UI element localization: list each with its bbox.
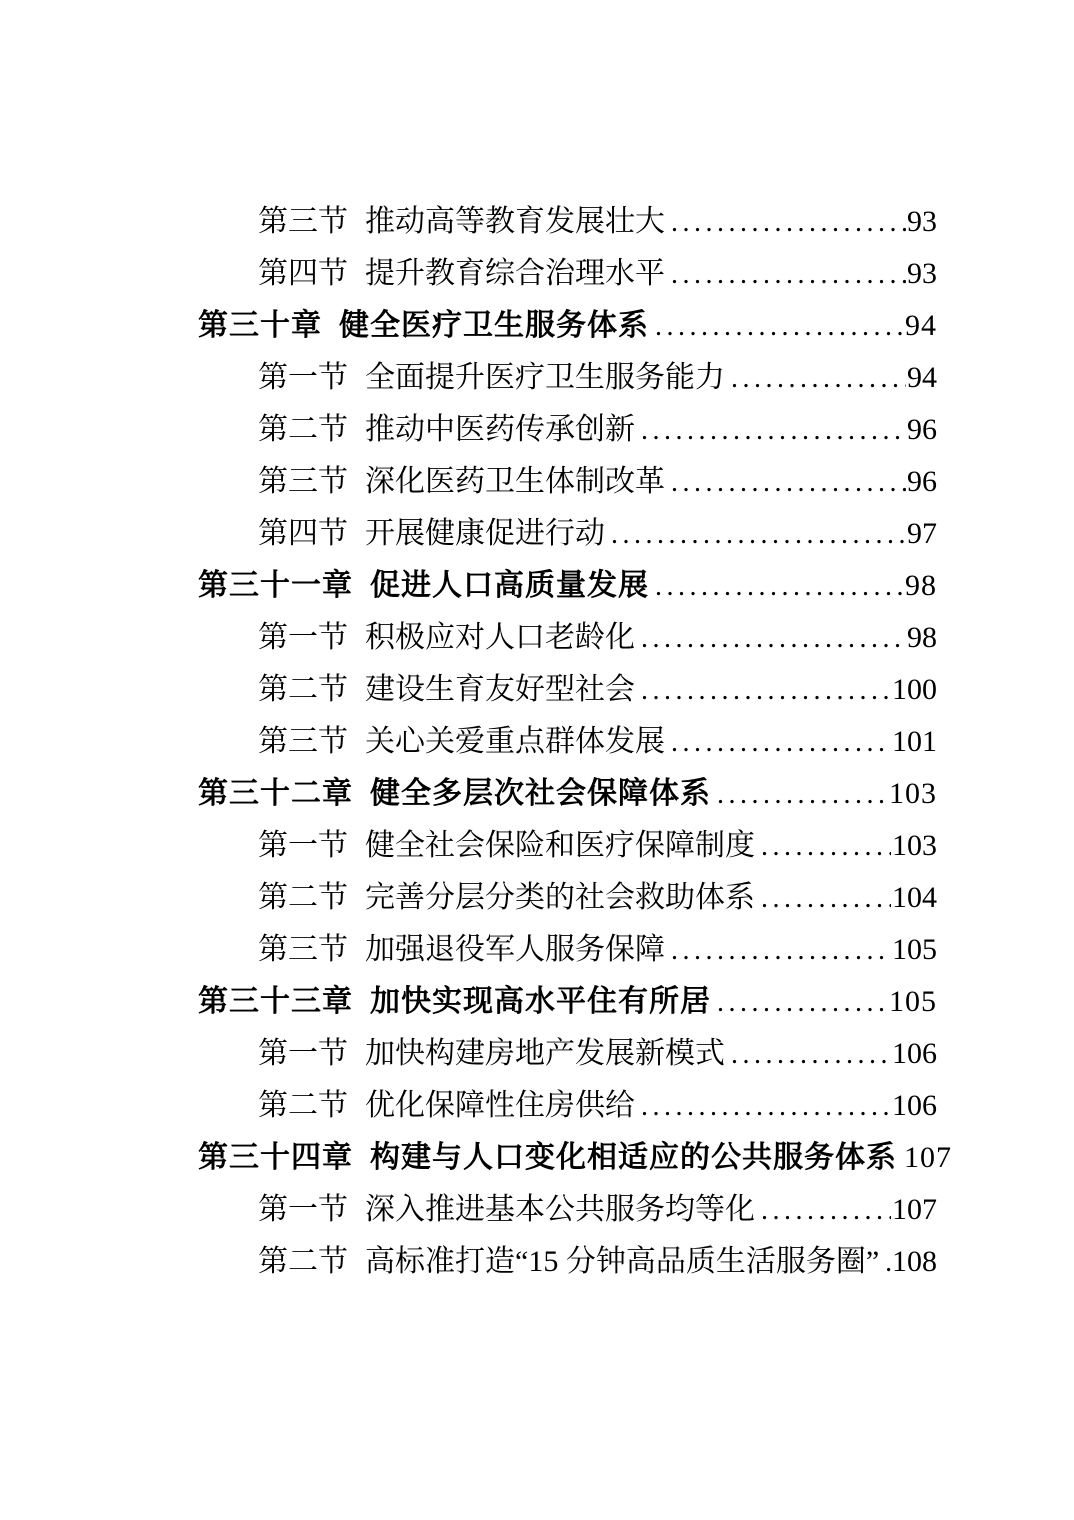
toc-entry-page: 107 <box>904 1141 952 1174</box>
toc-entry-section <box>198 924 937 976</box>
toc-entry-number: 第二节 <box>258 881 348 914</box>
toc-dot-leader <box>761 1184 891 1237</box>
toc-entry-number: 第三十三章 <box>198 985 353 1018</box>
toc-entry-title: 积极应对人口老龄化 <box>365 621 635 654</box>
toc-entry-page: 105 <box>889 985 937 1018</box>
toc-entry-title: 关心关爱重点群体发展 <box>365 725 665 758</box>
toc-entry-section <box>198 352 937 404</box>
toc-entry-title: 推动中医药传承创新 <box>365 413 635 446</box>
toc-entry-title: 加强退役军人服务保障 <box>365 933 665 966</box>
toc-entry-number: 第三节 <box>258 725 348 758</box>
toc-entry-number: 第三十章 <box>198 309 322 342</box>
toc-dot-leader <box>731 352 906 405</box>
toc-dot-leader <box>641 612 906 665</box>
toc-entry-page: 93 <box>907 205 937 238</box>
toc-entry-number: 第三节 <box>258 933 348 966</box>
toc-dot-leader <box>611 508 906 561</box>
toc-entry-number: 第二节 <box>258 1245 348 1278</box>
toc-entry-section <box>198 820 937 872</box>
toc-dot-leader <box>671 196 906 249</box>
toc-entry-chapter <box>198 768 937 820</box>
toc-entry-page: 94 <box>905 309 937 342</box>
toc-entry-number: 第一节 <box>258 361 348 394</box>
toc-entry-page: 93 <box>907 257 937 290</box>
toc-entry-title: 健全社会保险和医疗保障制度 <box>365 829 755 862</box>
toc-entry-title: 推动高等教育发展壮大 <box>365 205 665 238</box>
toc-entry-section <box>198 716 937 768</box>
toc-entry-title: 健全多层次社会保障体系 <box>370 777 711 810</box>
toc-entry-page: 106 <box>892 1037 937 1070</box>
toc-entry-section <box>198 196 937 248</box>
toc-entry-section <box>198 404 937 456</box>
toc-dot-leader <box>671 456 906 509</box>
toc-entry-number: 第三节 <box>258 205 348 238</box>
toc-entry-section <box>198 1028 937 1080</box>
toc-entry-page: 97 <box>907 517 937 550</box>
toc-entry-section <box>198 508 937 560</box>
toc-entry-chapter <box>198 300 937 352</box>
toc-entry-page: 94 <box>907 361 937 394</box>
toc-entry-title: 全面提升医疗卫生服务能力 <box>365 361 725 394</box>
toc-dot-leader <box>655 560 904 613</box>
toc-entry-number: 第一节 <box>258 1037 348 1070</box>
toc-entry-title: 加快实现高水平住有所居 <box>370 985 711 1018</box>
toc-entry-title: 开展健康促进行动 <box>365 517 605 550</box>
toc-entry-page: 98 <box>905 569 937 602</box>
toc-entry-number: 第二节 <box>258 673 348 706</box>
toc-entry-chapter <box>198 560 937 612</box>
toc-entry-title: 健全医疗卫生服务体系 <box>339 309 649 342</box>
toc-dot-leader <box>761 820 891 873</box>
toc-dot-leader <box>655 300 904 353</box>
toc-entry-chapter <box>198 1132 952 1184</box>
toc-entry-number: 第二节 <box>258 1089 348 1122</box>
toc-entry-number: 第三节 <box>258 465 348 498</box>
toc-entry-page: 108 <box>892 1245 937 1278</box>
toc-entry-section <box>198 1184 937 1236</box>
toc-entry-title: 提升教育综合治理水平 <box>365 257 665 290</box>
toc-dot-leader <box>641 1080 891 1133</box>
toc-entry-section <box>198 664 937 716</box>
toc-entry-page: 104 <box>892 881 937 914</box>
toc-entry-title: 深入推进基本公共服务均等化 <box>365 1193 755 1226</box>
toc-entry-section <box>198 872 937 924</box>
toc-dot-leader <box>717 976 888 1029</box>
toc-dot-leader <box>671 248 906 301</box>
toc-entry-page: 103 <box>892 829 937 862</box>
toc-entry-number: 第四节 <box>258 517 348 550</box>
toc-entry-number: 第一节 <box>258 621 348 654</box>
toc-entry-section <box>198 1236 937 1288</box>
toc-entry-section <box>198 1080 937 1132</box>
toc-entry-title: 完善分层分类的社会救助体系 <box>365 881 755 914</box>
toc-entry-number: 第四节 <box>258 257 348 290</box>
toc-entry-section <box>198 456 937 508</box>
toc-entry-number: 第一节 <box>258 1193 348 1226</box>
toc-entry-number: 第一节 <box>258 829 348 862</box>
toc-list <box>198 196 952 1288</box>
toc-entry-section <box>198 248 937 300</box>
toc-entry-page: 100 <box>892 673 937 706</box>
toc-entry-number: 第三十二章 <box>198 777 353 810</box>
toc-entry-title: 优化保障性住房供给 <box>365 1089 635 1122</box>
toc-entry-number: 第三十四章 <box>198 1141 353 1174</box>
toc-entry-title: 构建与人口变化相适应的公共服务体系 <box>370 1141 897 1174</box>
toc-entry-page: 101 <box>892 725 937 758</box>
toc-entry-title: 深化医药卫生体制改革 <box>365 465 665 498</box>
toc-dot-leader <box>885 1236 891 1289</box>
toc-entry-page: 106 <box>892 1089 937 1122</box>
toc-dot-leader <box>641 404 906 457</box>
toc-entry-page: 96 <box>907 413 937 446</box>
toc-dot-leader <box>671 716 891 769</box>
toc-dot-leader <box>731 1028 891 1081</box>
toc-entry-title: 建设生育友好型社会 <box>365 673 635 706</box>
toc-entry-title: 高标准打造“15 分钟高品质生活服务圈” <box>365 1245 880 1278</box>
toc-entry-number: 第二节 <box>258 413 348 446</box>
toc-dot-leader <box>717 768 888 821</box>
toc-entry-title: 促进人口高质量发展 <box>370 569 649 602</box>
toc-entry-number: 第三十一章 <box>198 569 353 602</box>
toc-dot-leader <box>761 872 891 925</box>
toc-entry-page: 96 <box>907 465 937 498</box>
toc-entry-section <box>198 612 937 664</box>
toc-entry-title: 加快构建房地产发展新模式 <box>365 1037 725 1070</box>
toc-dot-leader <box>641 664 891 717</box>
toc-entry-page: 107 <box>892 1193 937 1226</box>
toc-entry-chapter <box>198 976 937 1028</box>
toc-entry-page: 103 <box>889 777 937 810</box>
toc-dot-leader <box>671 924 891 977</box>
toc-entry-page: 98 <box>907 621 937 654</box>
toc-entry-page: 105 <box>892 933 937 966</box>
